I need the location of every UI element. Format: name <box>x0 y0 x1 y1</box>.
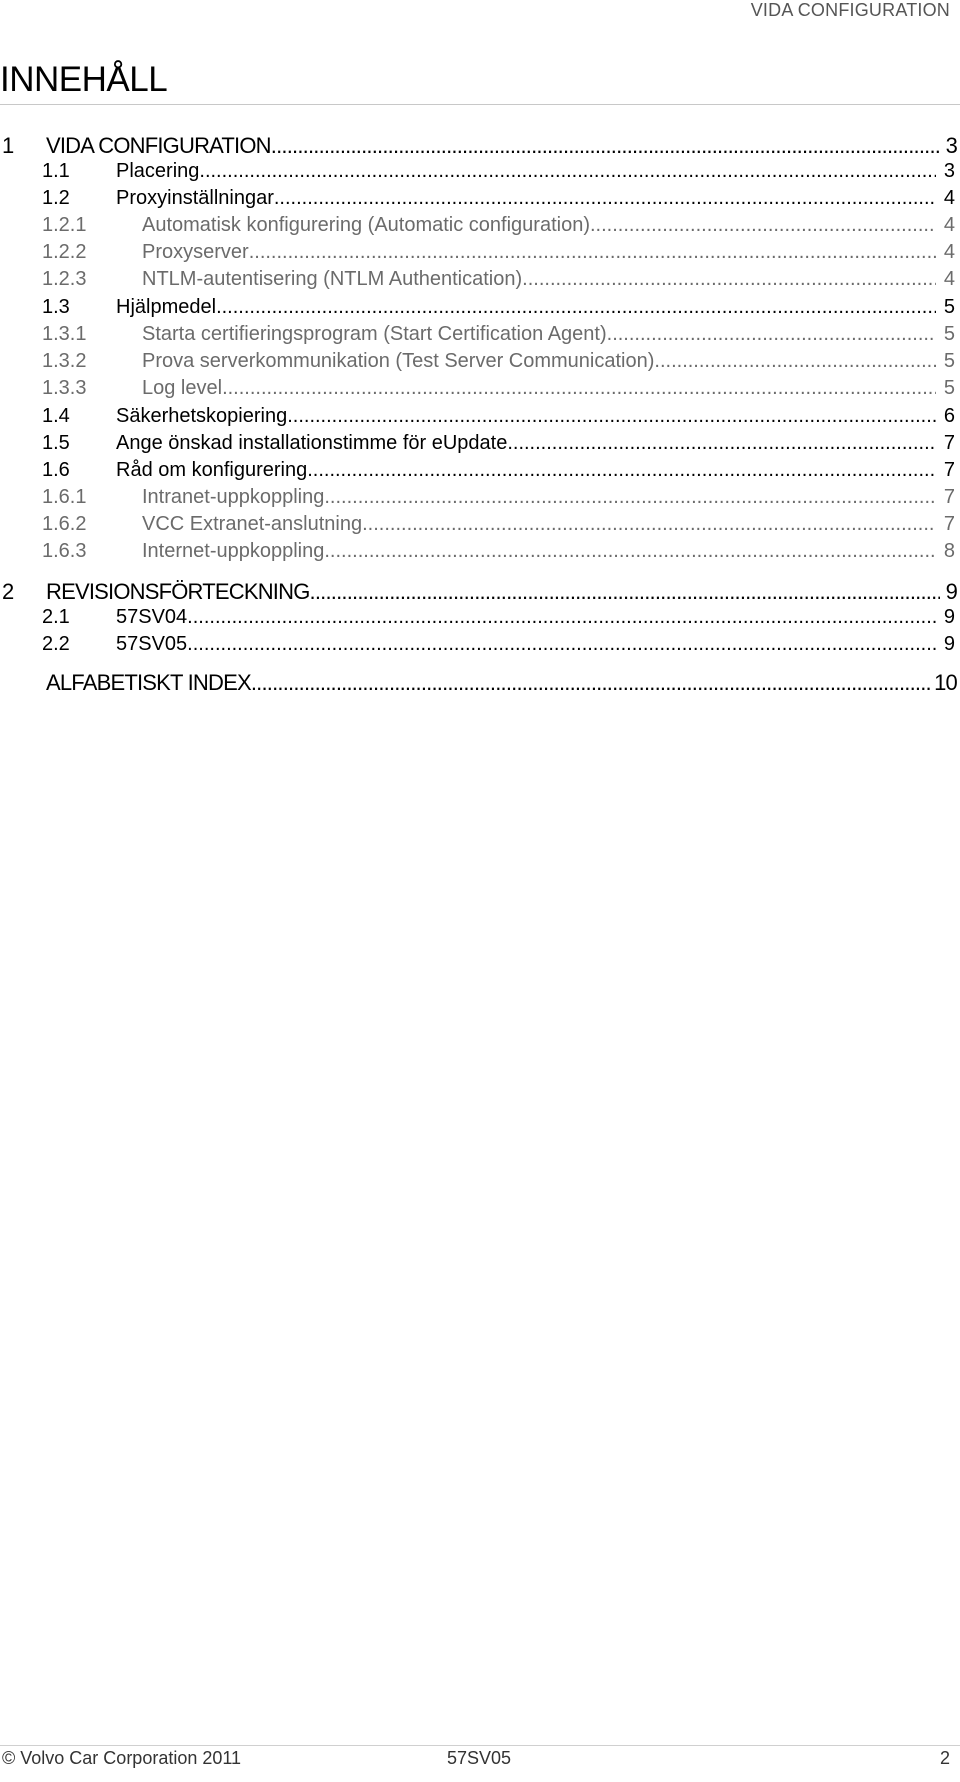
dot-leader <box>310 578 940 606</box>
table-of-contents <box>0 132 960 732</box>
toc-page-number: 3 <box>945 133 957 158</box>
toc-page-number: 9 <box>943 633 955 655</box>
dot-leader <box>654 347 936 375</box>
toc-number: 1.3.3 <box>42 377 87 399</box>
toc-entry-1-6-1[interactable] <box>0 483 960 511</box>
dot-leader <box>216 293 936 321</box>
dot-leader <box>522 265 936 293</box>
toc-title: Starta certifieringsprogram (Start Certification Agent) <box>142 323 607 345</box>
toc-page-number: 4 <box>943 241 955 263</box>
toc-page-number: 5 <box>943 350 955 372</box>
toc-entry-1-2-3[interactable] <box>0 265 960 293</box>
toc-page-number: 5 <box>943 296 955 318</box>
toc-page-number: 7 <box>943 432 955 454</box>
toc-page-number: 7 <box>943 459 955 481</box>
dot-leader <box>607 320 936 348</box>
title-divider <box>0 104 960 105</box>
toc-number: 1.2 <box>42 187 70 209</box>
dot-leader <box>307 456 936 484</box>
toc-entry-1-6[interactable] <box>0 456 960 484</box>
toc-entry-1-3-2[interactable] <box>0 347 960 375</box>
toc-page-number: 7 <box>943 486 955 508</box>
toc-number: 1.3.1 <box>42 323 87 345</box>
toc-entry-2-2[interactable] <box>0 630 960 658</box>
toc-title: Proxyinställningar <box>116 187 274 209</box>
toc-title: Automatisk konfigurering (Automatic configuration) <box>142 214 590 236</box>
footer-copyright: © Volvo Car Corporation 2011 <box>2 1748 242 1768</box>
toc-title: 57SV04 <box>116 606 188 628</box>
toc-entry-1-3-1[interactable] <box>0 320 960 348</box>
toc-page-number: 7 <box>943 513 955 535</box>
toc-page-number: 5 <box>943 377 955 399</box>
toc-entry-1-2-1[interactable] <box>0 211 960 239</box>
page-footer <box>0 1748 960 1776</box>
toc-entry-1-6-3[interactable] <box>0 537 960 565</box>
toc-page-number: 6 <box>943 405 955 427</box>
toc-number: 1.3.2 <box>42 350 87 372</box>
toc-title: Säkerhetskopiering <box>116 405 288 427</box>
dot-leader <box>274 184 936 212</box>
toc-number: 1.6.2 <box>42 513 87 535</box>
toc-title: REVISIONSFÖRTECKNING <box>46 579 310 604</box>
toc-number: 2.2 <box>42 633 70 655</box>
dot-leader <box>251 669 930 697</box>
toc-entry-1-2[interactable] <box>0 184 960 212</box>
toc-page-number: 4 <box>943 268 955 290</box>
dot-leader <box>590 211 936 239</box>
toc-title: Log level <box>142 377 223 399</box>
toc-title: VCC Extranet-anslutning <box>142 513 363 535</box>
toc-page-number: 4 <box>943 187 955 209</box>
toc-page-number: 9 <box>945 579 957 604</box>
toc-entry-1-6-2[interactable] <box>0 510 960 538</box>
dot-leader <box>222 374 936 402</box>
toc-number: 1.4 <box>42 405 70 427</box>
dot-leader <box>324 537 936 565</box>
toc-page-number: 9 <box>943 606 955 628</box>
toc-entry-1[interactable] <box>0 132 960 160</box>
toc-title: Hjälpmedel <box>116 296 217 318</box>
toc-entry-1-2-2[interactable] <box>0 238 960 266</box>
toc-number: 1.2.2 <box>42 241 87 263</box>
dot-leader <box>362 510 936 538</box>
toc-page-number: 3 <box>943 160 955 182</box>
dot-leader <box>187 630 936 658</box>
toc-title: Internet-uppkoppling <box>142 540 325 562</box>
toc-number: 1.6.1 <box>42 486 87 508</box>
toc-page-number: 8 <box>943 540 955 562</box>
dot-leader <box>287 402 936 430</box>
footer-divider <box>0 1745 960 1746</box>
toc-title: Ange önskad installationstimme för eUpdate <box>116 432 508 454</box>
toc-number: 1 <box>2 133 14 158</box>
toc-entry-1-4[interactable] <box>0 402 960 430</box>
toc-entry-1-3-3[interactable] <box>0 374 960 402</box>
toc-title: Placering <box>116 160 200 182</box>
toc-title: Intranet-uppkoppling <box>142 486 325 508</box>
toc-entry-1-5[interactable] <box>0 429 960 457</box>
toc-number: 1.5 <box>42 432 70 454</box>
footer-doc-id: 57SV05 <box>447 1748 512 1768</box>
toc-number: 2.1 <box>42 606 70 628</box>
dot-leader <box>249 238 936 266</box>
toc-title: NTLM-autentisering (NTLM Authentication) <box>142 268 523 290</box>
toc-entry-index[interactable] <box>0 669 960 697</box>
toc-entry-1-3[interactable] <box>0 293 960 321</box>
toc-number: 1.3 <box>42 296 70 318</box>
dot-leader <box>324 483 936 511</box>
toc-title: ALFABETISKT INDEX <box>46 670 251 695</box>
dot-leader <box>187 603 936 631</box>
toc-number: 1.6 <box>42 459 70 481</box>
toc-number: 1.1 <box>42 160 70 182</box>
toc-title: VIDA CONFIGURATION <box>46 133 271 158</box>
toc-title: Proxyserver <box>142 241 249 263</box>
toc-number: 1.6.3 <box>42 540 87 562</box>
footer-page-number: 2 <box>939 1748 950 1768</box>
toc-title: Prova serverkommunikation (Test Server Communication) <box>142 350 655 372</box>
toc-title: Råd om konfigurering <box>116 459 308 481</box>
toc-page-number: 4 <box>943 214 955 236</box>
toc-number: 1.2.1 <box>42 214 87 236</box>
toc-page-number: 5 <box>943 323 955 345</box>
toc-page-number: 10 <box>934 670 957 695</box>
running-header: VIDA CONFIGURATION <box>750 0 950 20</box>
toc-number: 2 <box>2 579 14 604</box>
page-title: INNEHÅLL <box>0 60 168 99</box>
toc-entry-2[interactable] <box>0 578 960 606</box>
dot-leader <box>507 429 936 457</box>
toc-entry-2-1[interactable] <box>0 603 960 631</box>
dot-leader <box>199 157 936 185</box>
toc-number: 1.2.3 <box>42 268 87 290</box>
toc-title: 57SV05 <box>116 633 188 655</box>
dot-leader <box>271 132 940 160</box>
toc-entry-1-1[interactable] <box>0 157 960 185</box>
